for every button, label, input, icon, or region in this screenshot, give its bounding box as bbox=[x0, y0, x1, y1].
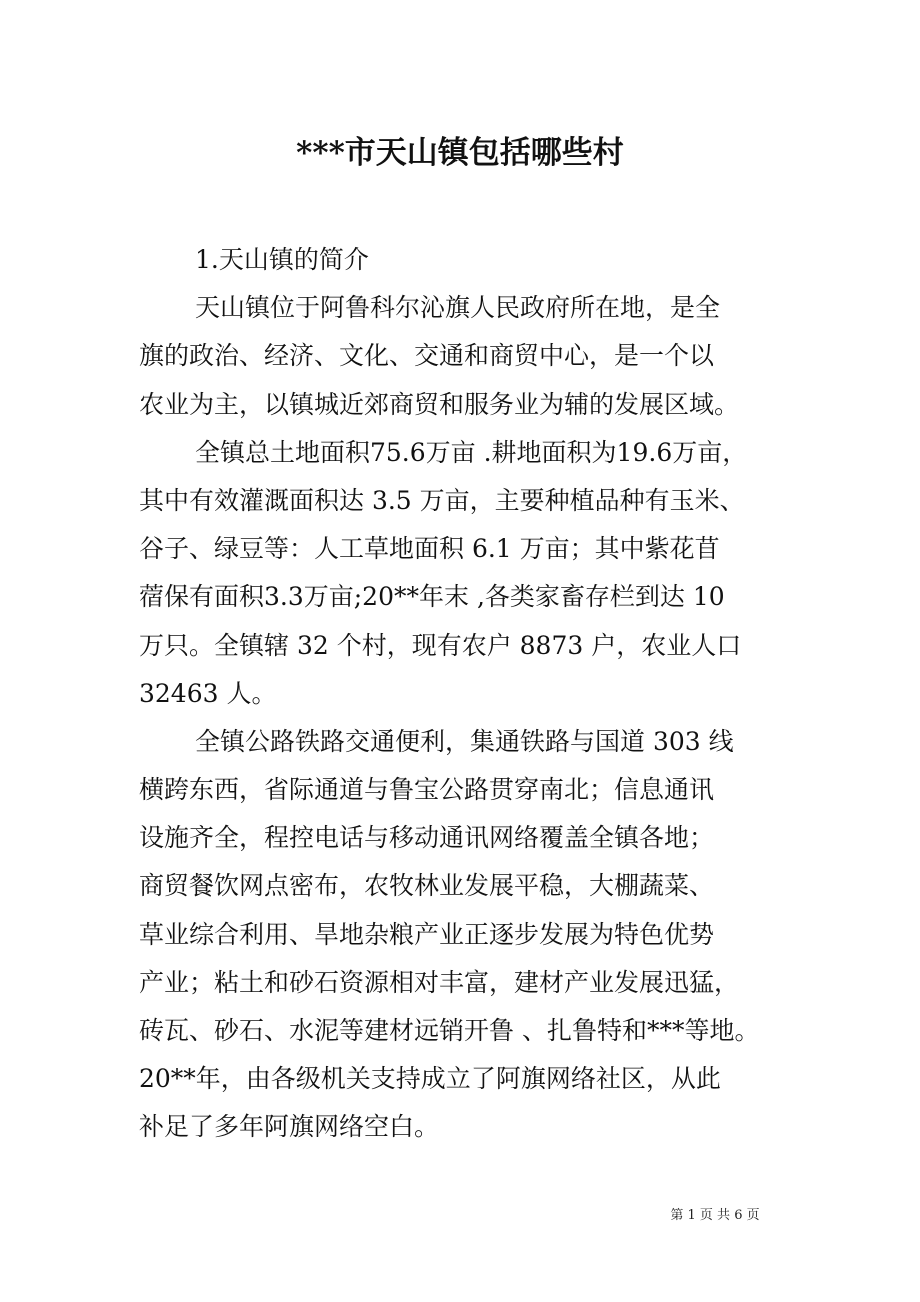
paragraph-line: 20**年，由各级机关支持成立了阿旗网络社区，从此 bbox=[139, 1064, 721, 1094]
paragraph-line: 全镇总土地面积75.6万亩 .耕地面积为19.6万亩， bbox=[195, 437, 748, 467]
paragraph-line: 草业综合利用、旱地杂粮产业正逐步发展为特色优势 bbox=[139, 919, 715, 949]
paragraph-transport bbox=[139, 718, 801, 1152]
section-heading: 1.天山镇的简介 bbox=[195, 245, 369, 274]
document-body bbox=[139, 236, 801, 1152]
paragraph-line: 全镇公路铁路交通便利，集通铁路与国道 303 线 bbox=[195, 726, 734, 756]
paragraph-line: 旗的政治、经济、文化、交通和商贸中心，是一个以 bbox=[139, 341, 715, 371]
paragraph-line: 万只。全镇辖 32 个村，现有农户 8873 户，农业人口 bbox=[139, 630, 742, 660]
paragraph-line: 32463 人。 bbox=[139, 678, 277, 708]
paragraph-line: 天山镇位于阿鲁科尔沁旗人民政府所在地，是全 bbox=[195, 293, 721, 323]
paragraph-line: 谷子、绿豆等：人工草地面积 6.1 万亩；其中紫花苜 bbox=[139, 534, 720, 564]
paragraph-line: 补足了多年阿旗网络空白。 bbox=[139, 1112, 440, 1142]
paragraph-line: 农业为主，以镇城近郊商贸和服务业为辅的发展区域。 bbox=[139, 389, 740, 419]
paragraph-line: 设施齐全，程控电话与移动通讯网络覆盖全镇各地； bbox=[139, 823, 715, 853]
document-title: ***市天山镇包括哪些村 bbox=[296, 135, 624, 171]
paragraph-line: 产业；粘土和砂石资源相对丰富，建材产业发展迅猛， bbox=[139, 967, 740, 997]
page-number-footer: 第 1 页 共 6 页 bbox=[670, 1208, 760, 1223]
paragraph-land-area bbox=[139, 429, 801, 718]
paragraph-line: 砖瓦、砂石、水泥等建材远销开鲁 、扎鲁特和***等地。 bbox=[139, 1016, 760, 1045]
paragraph-line: 横跨东西，省际通道与鲁宝公路贯穿南北；信息通讯 bbox=[139, 775, 715, 805]
paragraph-line: 商贸餐饮网点密布，农牧林业发展平稳，大棚蔬菜、 bbox=[139, 871, 715, 901]
paragraph-line: 蓿保有面积3.3万亩;20**年末 ,各类家畜存栏到达 10 bbox=[139, 582, 725, 612]
paragraph-line: 其中有效灌溉面积达 3.5 万亩，主要种植品种有玉米、 bbox=[139, 485, 745, 515]
paragraph-intro bbox=[139, 284, 801, 429]
